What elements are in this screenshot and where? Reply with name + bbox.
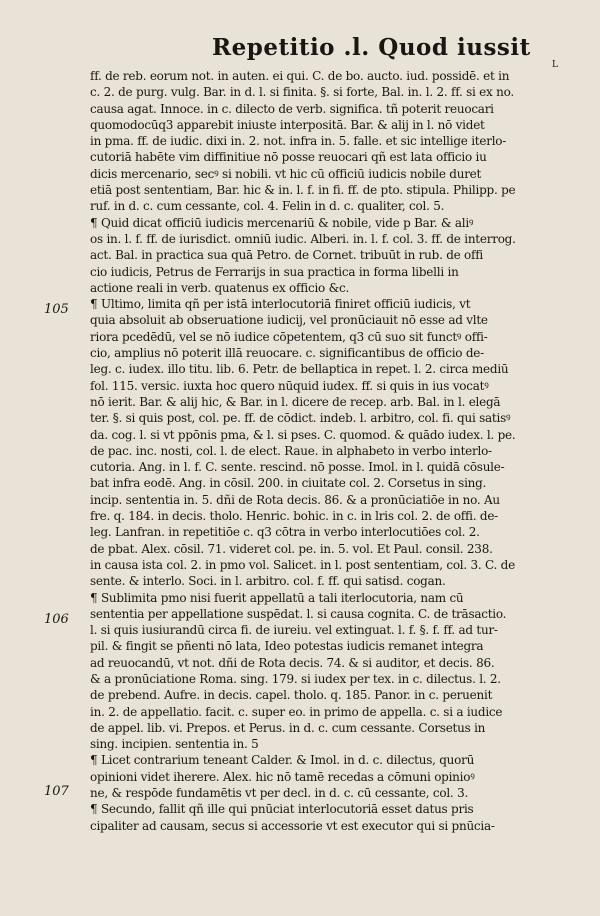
text-line: de pbat. Alex. cōsil. 71. videret col. pe. in. 5. vol. Et Paul. consil. 238.	[90, 541, 493, 556]
text-line: ¶ Sublimita pmo nisi fuerit appellatū a tali iterlocutoria, nam cū	[90, 590, 464, 605]
text-line: dicis mercenario, secꝰ si nobili. vt hic cū officiū iudicis nobile duret	[90, 166, 482, 181]
text-line: l. si quis iusiurandū circa fi. de iureiu. vel extinguat. l. f. §. f. ff. ad tur-	[90, 623, 498, 638]
text-line: ¶ Ultimo, limita qñ per istā interlocutoriā finiret officiū iudicis, vt	[90, 297, 471, 312]
body-text	[90, 68, 568, 834]
text-line: da. cog. l. si vt ppōnis pma, & l. si pses. C. quomod. & quādo iudex. l. pe.	[90, 427, 516, 442]
paragraph-2	[90, 296, 568, 589]
text-line: ff. de reb. eorum not. in auten. ei qui. C. de bo. aucto. iud. possidē. et in	[90, 69, 510, 83]
margin-number-106: 106	[44, 612, 69, 627]
text-line: ¶ Quid dicat officiū iudicis mercenariū & nobile, vide p Bar. & aliꝰ	[90, 215, 474, 230]
paragraph-4	[90, 752, 568, 833]
text-line: ad reuocandū, vt not. dñi de Rota decis. 74. & si auditor, et decis. 86.	[90, 655, 495, 670]
text-line: & a pronūciatione Roma. sing. 179. si iudex per tex. in c. dilectus. l. 2.	[90, 671, 501, 686]
page-header	[0, 30, 600, 70]
text-line: quomodocūq3 apparebit iniuste interpositā. Bar. & alij in l. nō videt	[90, 117, 485, 132]
text-line: sente. & interlo. Soci. in l. arbitro. col. f. ff. qui satisd. cogan.	[90, 574, 446, 589]
text-line: ne, & respōde fundamētis vt per decl. in d. c. cū cessante, col. 3.	[90, 786, 469, 801]
text-line: sententia per appellatione suspēdat. l. si causa cognita. C. de trāsactio.	[90, 606, 507, 621]
text-line: quia absoluit ab obseruatione iudicij, vel pronūciauit nō esse ad vlte	[90, 313, 488, 328]
paragraph-1	[90, 68, 568, 296]
text-line: ¶ Licet contrarium teneant Calder. & Imol. in d. c. dilectus, quorū	[90, 753, 475, 768]
text-line: bat infra eodē. Ang. in cōsil. 200. in ciuitate col. 2. Corsetus in sing.	[90, 476, 487, 491]
text-line: cio, amplius nō poterit illā reuocare. c. significantibus de officio de-	[90, 346, 484, 361]
margin-number-105: 105	[44, 302, 69, 317]
text-line: cio iudicis, Petrus de Ferrarijs in sua practica in forma libelli in	[90, 264, 459, 279]
folio-number: L	[552, 60, 558, 70]
text-line: c. 2. de purg. vulg. Bar. in d. l. si finita. §. si forte, Bal. in. l. 2. ff. si ex no.	[90, 85, 514, 100]
text-line: pil. & fingit se pñenti nō lata, Ideo potestas iudicis remanet integra	[90, 639, 484, 654]
text-line: ter. §. si quis post, col. pe. ff. de cōdict. indeb. l. arbitro, col. fi. qui satisꝰ	[90, 411, 511, 426]
text-line: ¶ Secundo, fallit qñ ille qui pnūciat interlocutoriā esset datus pris	[90, 802, 474, 817]
text-line: riora pcedēdū, vel se nō iudice cōpetentem, q3 cū suo sit functꝰ offi-	[90, 329, 488, 344]
text-line: actione reali in verb. quatenus ex officio &c.	[90, 280, 350, 295]
text-line: cipaliter ad causam, secus si accessorie vt est executor qui si pnūcia-	[90, 818, 495, 833]
text-line: de appel. lib. vi. Prepos. et Perus. in d. c. cum cessante. Corsetus in	[90, 720, 486, 735]
text-line: in pma. ff. de iudic. dixi in. 2. not. infra in. 5. falle. et sic intellige iterlo-	[90, 134, 507, 149]
text-line: act. Bal. in practica sua quā Petro. de Cornet. tribuūt in rub. de offi	[90, 248, 484, 263]
text-line: incip. sententia in. 5. dñi de Rota decis. 86. & a pronūciatiōe in no. Au	[90, 492, 500, 507]
text-line: sing. incipien. sententia in. 5	[90, 737, 259, 752]
text-line: leg. Lanfran. in repetitiōe c. q3 cōtra in verbo interlocutiōes col. 2.	[90, 525, 480, 540]
text-line: leg. c. iudex. illo titu. lib. 6. Petr. de bellaptica in repet. l. 2. circa mediū	[90, 362, 509, 377]
margin-number-107: 107	[44, 784, 69, 799]
text-line: causa agat. Innoce. in c. dilecto de verb. significa. tñ poterit reuocari	[90, 101, 494, 116]
text-line: etiā post sententiam, Bar. hic & in. l. f. in fi. ff. de pto. stipula. Philipp. pe	[90, 183, 516, 198]
text-line: in causa ista col. 2. in pmo vol. Salicet. in l. post sententiam, col. 3. C. de	[90, 557, 515, 572]
text-line: in. 2. de appellatio. facit. c. super eo. in primo de appella. c. si a iudice	[90, 704, 503, 719]
text-line: cutoriā habēte vim diffinitiue nō posse reuocari qñ est lata officio iu	[90, 150, 487, 165]
running-head: Repetitio .l. Quod iussit	[212, 34, 531, 61]
text-line: fre. q. 184. in decis. tholo. Henric. bohic. in c. in lris col. 2. de offi. de-	[90, 509, 498, 524]
text-line: fol. 115. versic. iuxta hoc quero nūquid iudex. ff. si quis in ius vocatꝰ	[90, 378, 489, 393]
paragraph-3	[90, 590, 568, 753]
text-line: nō ierit. Bar. & alij hic, & Bar. in l. dicere de recep. arb. Bal. in l. elegā	[90, 394, 501, 409]
text-line: cutoria. Ang. in l. f. C. sente. rescind. nō posse. Imol. in l. quidā cōsule-	[90, 460, 505, 475]
text-line: de prebend. Aufre. in decis. capel. tholo. q. 185. Panor. in c. peruenit	[90, 688, 493, 703]
text-line: ruf. in d. c. cum cessante, col. 4. Felin in d. c. qualiter, col. 5.	[90, 199, 445, 214]
text-line: os in. l. f. ff. de iurisdict. omniū iudic. Alberi. in. l. f. col. 3. ff. de interrog.	[90, 231, 516, 246]
text-line: de pac. inc. nosti, col. l. de elect. Raue. in alphabeto in verbo interlo-	[90, 443, 492, 458]
text-line: opinioni videt iherere. Alex. hic nō tamē recedas a cōmuni opinioꝰ	[90, 769, 475, 784]
